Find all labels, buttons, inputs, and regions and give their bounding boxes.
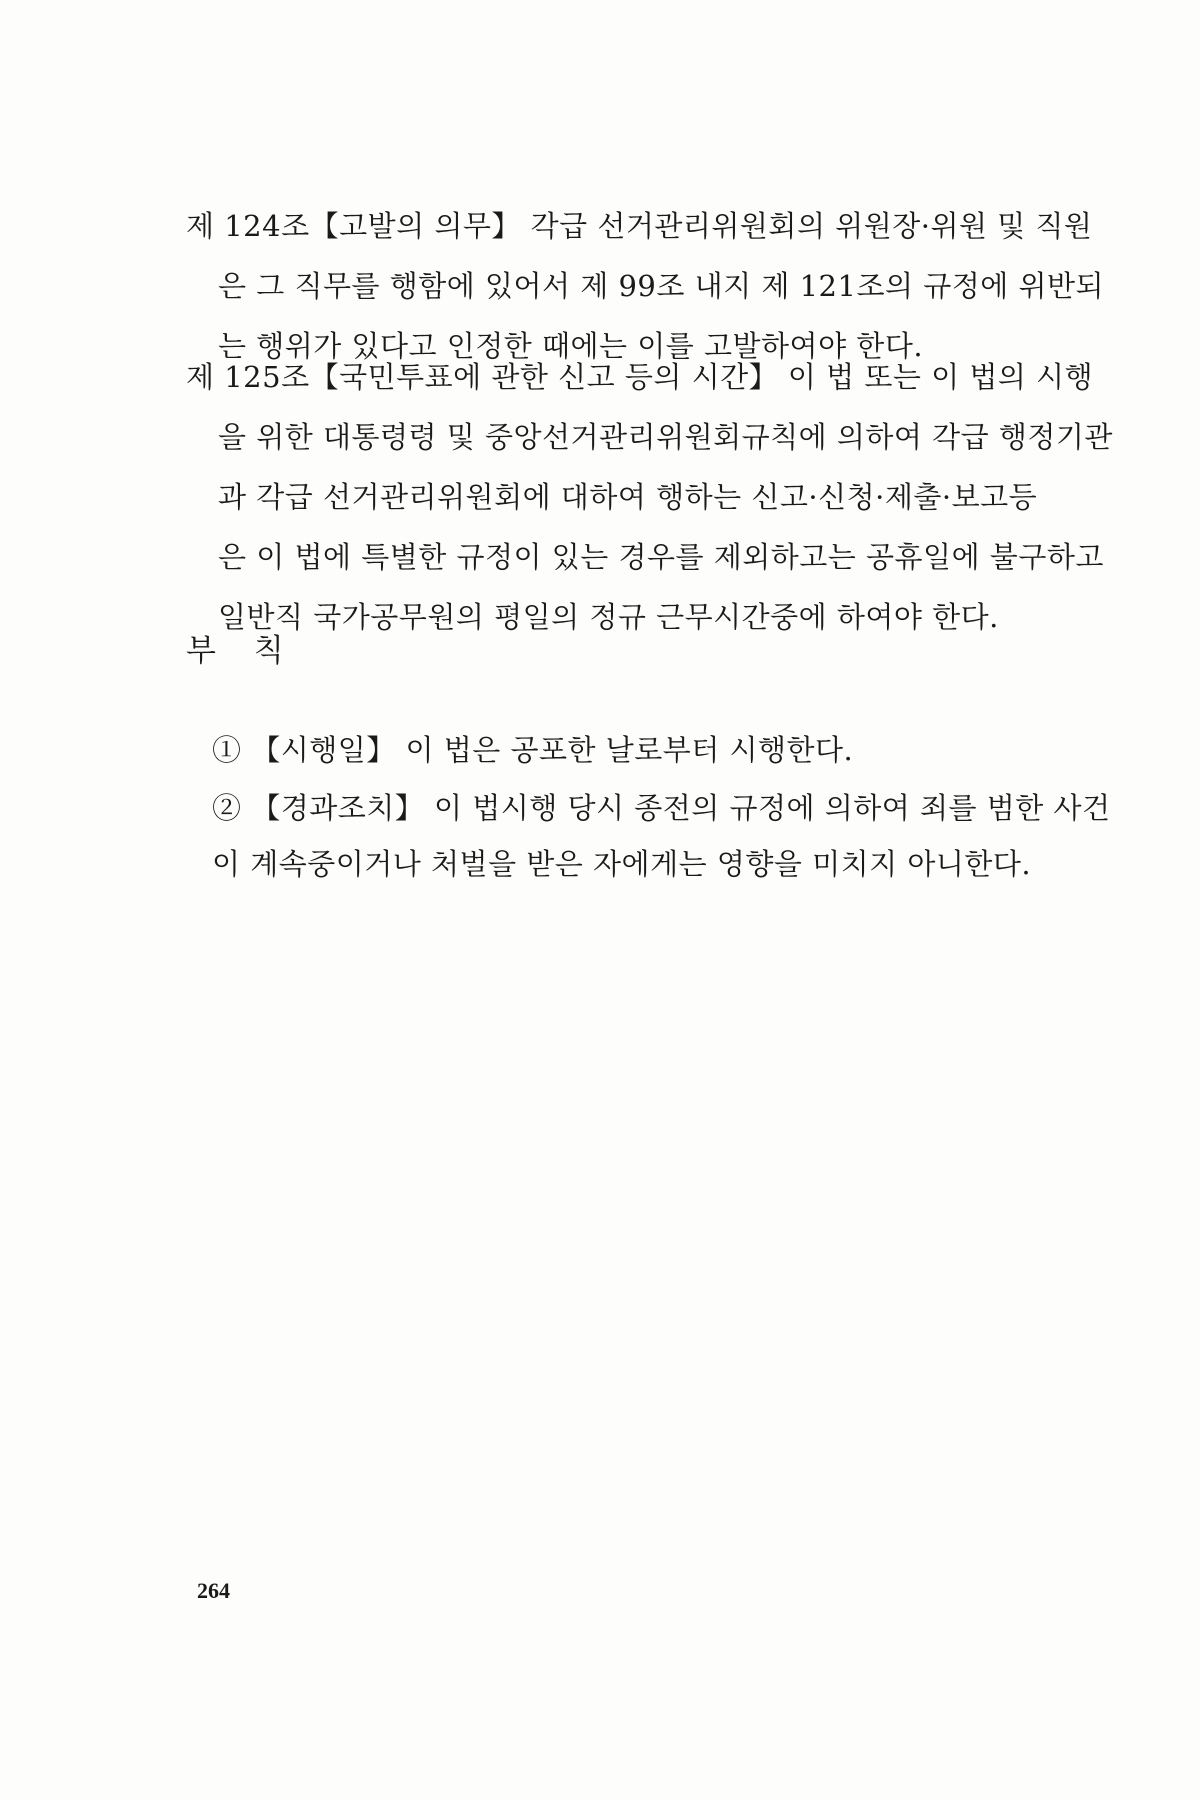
article-124-line-2: 은 그 직무를 행함에 있어서 제 99조 내지 제 121조의 규정에 위반되 xyxy=(218,269,1104,303)
page-number: 264 xyxy=(197,1578,230,1603)
article-124-line-3: 는 행위가 있다고 인정한 때에는 이를 고발하여야 한다. xyxy=(218,329,924,363)
supplementary-provisions-title: 부 칙 xyxy=(186,633,298,669)
supplementary-item-1 xyxy=(212,722,1042,778)
article-125-line-1: 제 125조【국민투표에 관한 신고 등의 시간】 이 법 또는 이 법의 시행 xyxy=(186,360,1094,394)
article-125-line-4: 은 이 법에 특별한 규정이 있는 경우를 제외하고는 공휴일에 불구하고 xyxy=(218,540,1104,574)
supplementary-item-2 xyxy=(212,780,1111,892)
article-125-line-5: 일반직 국가공무원의 평일의 정규 근무시간중에 하여야 한다. xyxy=(218,600,999,634)
article-125-line-2: 을 위한 대통령령 및 중앙선거관리위원회규칙에 의하여 각급 행정기관 xyxy=(218,420,1113,454)
supplementary-item-2-line-1: ② 【경과조치】 이 법시행 당시 종전의 규정에 의하여 죄를 범한 사건 xyxy=(212,791,1111,825)
article-125-line-3: 과 각급 선거관리위원회에 대하여 행하는 신고·신청·제출·보고등 xyxy=(218,480,1038,514)
supplementary-item-1-line-1: ① 【시행일】 이 법은 공포한 날로부터 시행한다. xyxy=(212,733,854,767)
article-124-line-1: 제 124조【고발의 의무】 각급 선거관리위원회의 위원장·위원 및 직원 xyxy=(186,209,1093,243)
article-125 xyxy=(186,347,1113,647)
supplementary-item-2-line-2: 이 계속중이거나 처벌을 받은 자에게는 영향을 미치지 아니한다. xyxy=(212,847,1032,881)
